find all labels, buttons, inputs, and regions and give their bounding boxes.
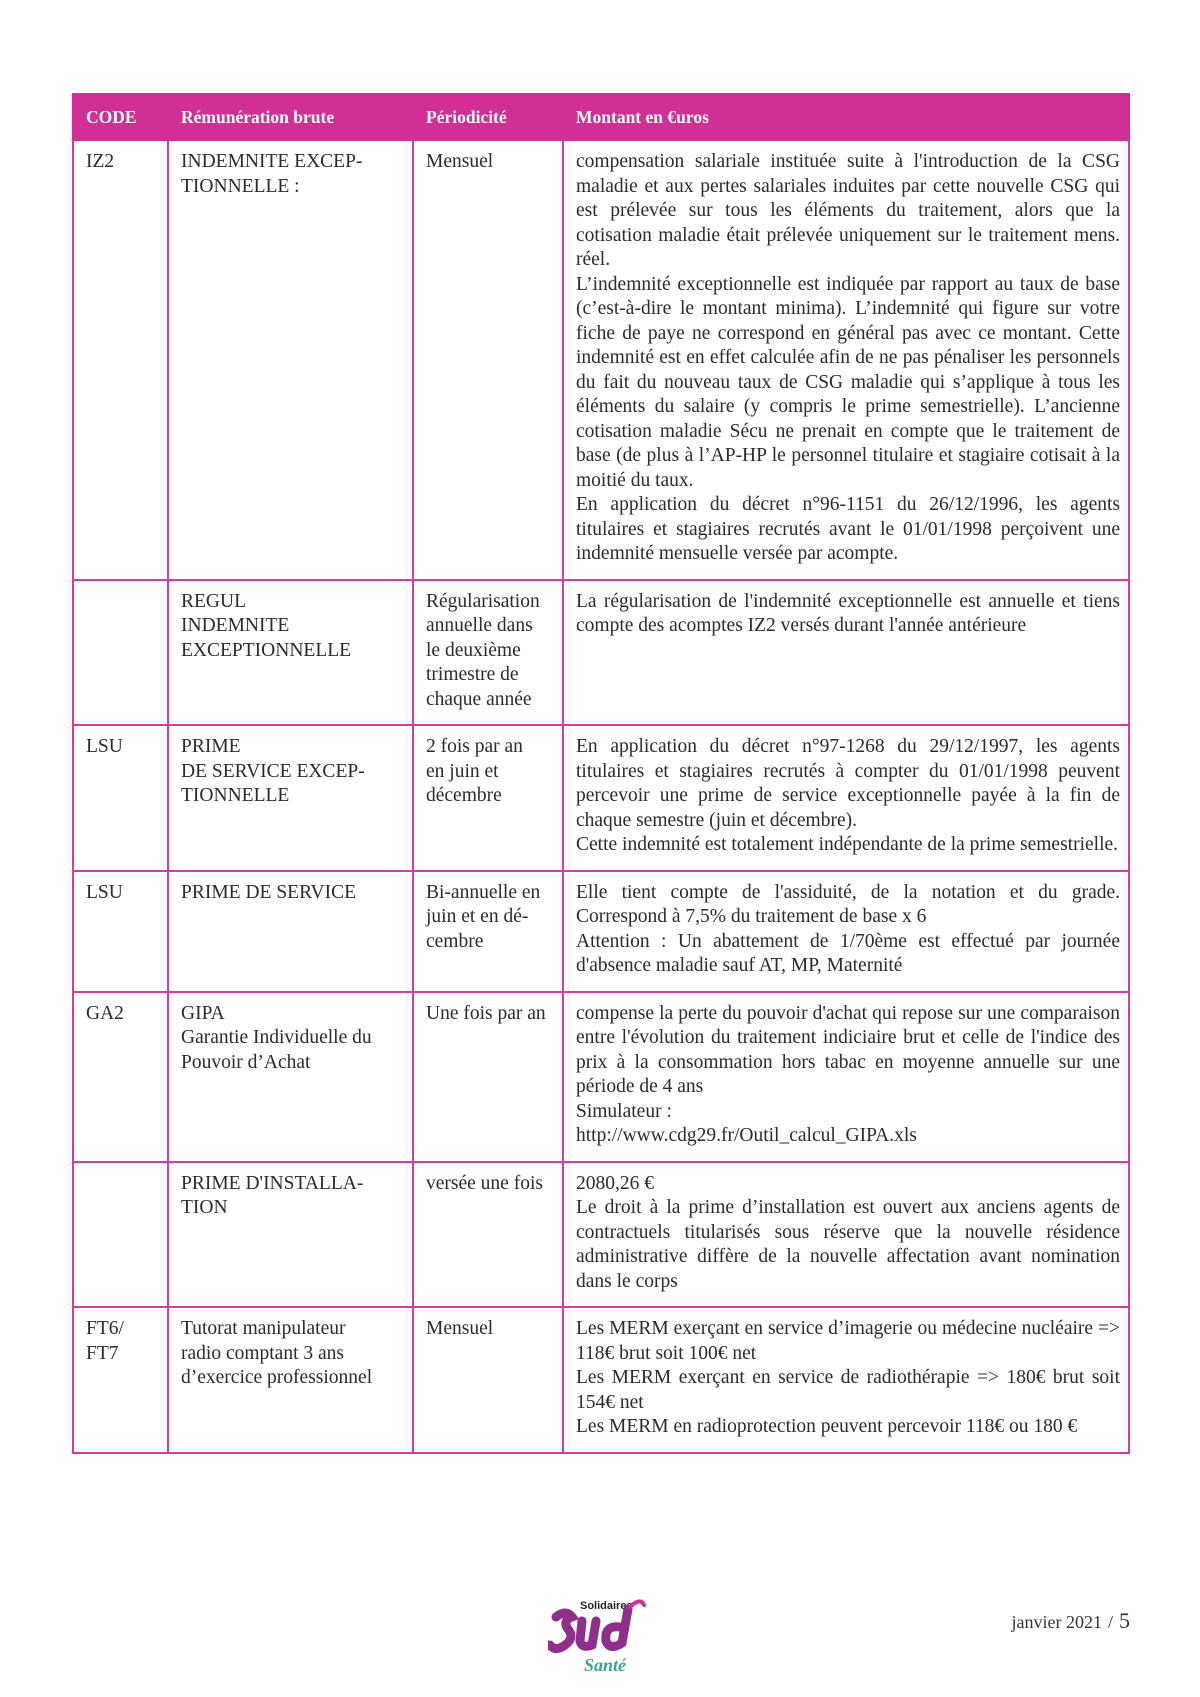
cell-remuneration-line: TIONNELLE — [181, 785, 290, 806]
cell-remuneration-line: radio comptant 3 ans — [181, 1342, 344, 1364]
cell-montant — [563, 580, 1129, 726]
cell-periodicite-line: annuelle dans — [426, 615, 533, 636]
montant-paragraph: Les MERM exerçant en service de radiothérapie => 180€ brut soit 154€ net — [576, 1367, 1120, 1413]
cell-montant — [563, 725, 1129, 871]
cell-remuneration-line: TIONNELLE : — [181, 175, 300, 197]
cell-code: FT6/ FT7 — [73, 1307, 168, 1453]
page-number: 5 — [1119, 1608, 1130, 1633]
cell-remuneration-line: PRIME — [181, 736, 241, 757]
cell-remuneration-line: DE SERVICE EXCEP- — [181, 760, 365, 782]
cell-remuneration-line: Garantie Individuelle du — [181, 1027, 372, 1048]
table-row — [73, 580, 1129, 726]
cell-remuneration-line: Pouvoir d’Achat — [181, 1051, 311, 1073]
cell-periodicite-line: décembre — [426, 785, 502, 806]
cell-periodicite-line: en juin et — [426, 760, 499, 782]
cell-periodicite-line: Mensuel — [426, 1318, 494, 1339]
cell-montant — [563, 140, 1129, 580]
cell-periodicite — [413, 725, 563, 871]
table-row — [73, 140, 1129, 580]
montant-paragraph: Cette indemnité est totalement indépendante de la prime semestrielle. — [576, 834, 1119, 855]
montant-paragraph: La régularisation de l'indemnité exceptionnelle est annuelle et tiens compte des acomptes IZ2 versés durant l'année antérieure — [576, 590, 1120, 636]
cell-periodicite — [413, 992, 563, 1162]
table-row — [73, 1162, 1129, 1308]
cell-periodicite-line: Une fois par an — [426, 1002, 546, 1024]
logo-letter-u — [580, 1621, 596, 1646]
table-row — [73, 725, 1129, 871]
cell-remuneration-line: Tutorat manipulateur — [181, 1318, 346, 1339]
montant-paragraph: Le droit à la prime d’installation est ouvert aux anciens agents de contractuels titularisés sous réserve que la nouvelle résidence administrative diffère de la nouvelle affectation avant nomination dans le corps — [576, 1197, 1120, 1292]
cell-remuneration — [168, 140, 413, 580]
cell-remuneration-line: TION — [181, 1197, 228, 1218]
cell-periodicite-line: trimestre de — [426, 664, 519, 685]
montant-paragraph: compense la perte du pouvoir d'achat qui repose sur une comparaison entre l'évolution du traitement indiciaire brut et celle de l'indice des prix à la consommation hors tabac en moyenne annuelle sur une période de 4 ans — [576, 1002, 1120, 1097]
cell-remuneration — [168, 580, 413, 726]
cell-periodicite-line: Mensuel — [426, 151, 494, 172]
cell-remuneration — [168, 871, 413, 992]
montant-paragraph: Les MERM exerçant en service d’imagerie ou médecine nucléaire => 118€ brut soit 100€ net — [576, 1318, 1120, 1364]
montant-paragraph: 2080,26 € — [576, 1172, 654, 1194]
cell-remuneration-line: INDEMNITE — [181, 615, 290, 636]
cell-periodicite — [413, 1307, 563, 1453]
cell-remuneration-line: PRIME D'INSTALLA- — [181, 1172, 364, 1194]
cell-periodicite — [413, 1162, 563, 1308]
cell-periodicite — [413, 871, 563, 992]
montant-paragraph: Les MERM en radioprotection peuvent percevoir 118€ ou 180 € — [576, 1416, 1078, 1437]
cell-code: LSU — [73, 725, 168, 871]
cell-remuneration — [168, 725, 413, 871]
cell-montant — [563, 1162, 1129, 1308]
montant-paragraph: compensation salariale instituée suite à l'introduction de la CSG maladie et aux pertes salariales induites par cette nouvelle CSG qui est prélevée sur tous les éléments du traitement, alors que la cotisation maladie était prélevée uniquement sur le traitement mens. réel. — [576, 151, 1120, 270]
header-remuneration: Rémunération brute — [168, 94, 413, 140]
cell-periodicite — [413, 140, 563, 580]
cell-periodicite-line: cembre — [426, 930, 484, 952]
montant-paragraph: En application du décret n°96-1151 du 26/12/1996, les agents titulaires et stagiaires recrutés avant le 01/01/1998 perçoivent une indemnité mensuelle versée par acompte. — [576, 494, 1120, 564]
cell-code — [73, 580, 168, 726]
cell-remuneration-line: PRIME DE SERVICE — [181, 881, 357, 903]
logo-letter-s — [550, 1613, 572, 1649]
header-code: CODE — [73, 94, 168, 140]
cell-remuneration — [168, 1307, 413, 1453]
cell-periodicite — [413, 580, 563, 726]
table-body — [73, 140, 1129, 1453]
cell-periodicite-line: chaque année — [426, 688, 532, 710]
table-row — [73, 992, 1129, 1162]
cell-periodicite-line: le deuxième — [426, 639, 521, 661]
cell-montant — [563, 992, 1129, 1162]
cell-code: GA2 — [73, 992, 168, 1162]
cell-code — [73, 1162, 168, 1308]
cell-remuneration — [168, 992, 413, 1162]
remuneration-table — [72, 93, 1130, 1454]
cell-code: IZ2 — [73, 140, 168, 580]
table-header-row — [73, 94, 1129, 140]
cell-periodicite-line: Régularisation — [426, 590, 540, 612]
montant-paragraph: L’indemnité exceptionnelle est indiquée par rapport au taux de base (c’est-à-dire le montant minima). L’indemnité qui figure sur votre fiche de paye ne correspond en général pas avec ce montant. Cette indemnité est en effet calculée afin de ne pas pénaliser les personnels du fait du nouveau taux de CSG maladie qui s’applique à tous les éléments du salaire (y compris le prime semestrielle). L’ancienne cotisation maladie Sécu ne prenait en compte que le traitement de base (de plus à l’AP-HP le personnel titulaire et stagiaire cotisait à la moitié du taux. — [576, 273, 1120, 491]
montant-paragraph: Elle tient compte de l'assiduité, de la notation et du grade. Correspond à 7,5% du traitement de base x 6 — [576, 881, 1120, 927]
header-montant: Montant en €uros — [563, 94, 1129, 140]
cell-periodicite-line: Bi-annuelle en — [426, 881, 541, 903]
cell-periodicite-line: 2 fois par an — [426, 736, 523, 757]
cell-remuneration-line: EXCEPTIONNELLE — [181, 639, 352, 661]
logo-solidaires-text: Solidaires — [580, 1600, 633, 1612]
footer-date: janvier 2021 — [1011, 1612, 1102, 1632]
cell-montant — [563, 871, 1129, 992]
logo-letter-d — [606, 1609, 628, 1647]
logo-sante-text: Santé — [584, 1655, 627, 1675]
montant-paragraph: En application du décret n°97-1268 du 29/12/1997, les agents titulaires et stagiaires recrutés à compter du 01/01/1998 peuvent percevoir une prime de service exceptionnelle payée à la fin de chaque semestre (juin et décembre). — [576, 736, 1120, 831]
montant-paragraph: http://www.cdg29.fr/Outil_calcul_GIPA.xls — [576, 1125, 917, 1146]
cell-remuneration-line: REGUL — [181, 590, 246, 612]
cell-remuneration-line: INDEMNITE EXCEP- — [181, 151, 363, 172]
cell-periodicite-line: juin et en dé- — [426, 906, 529, 927]
sud-sante-logo — [548, 1595, 653, 1677]
cell-remuneration-line: d’exercice professionnel — [181, 1367, 373, 1388]
cell-remuneration — [168, 1162, 413, 1308]
table-row — [73, 1307, 1129, 1453]
cell-code: LSU — [73, 871, 168, 992]
header-periodicite: Périodicité — [413, 94, 563, 140]
footer-separator: / — [1107, 1612, 1113, 1632]
page-footer — [1012, 1608, 1131, 1634]
montant-paragraph: Simulateur : — [576, 1100, 672, 1122]
cell-periodicite-line: versée une fois — [426, 1172, 543, 1194]
table-row — [73, 871, 1129, 992]
montant-paragraph: Attention : Un abattement de 1/70ème est effectué par journée d'absence maladie sauf AT, MP, Maternité — [576, 930, 1120, 976]
cell-remuneration-line: GIPA — [181, 1002, 225, 1024]
cell-montant — [563, 1307, 1129, 1453]
